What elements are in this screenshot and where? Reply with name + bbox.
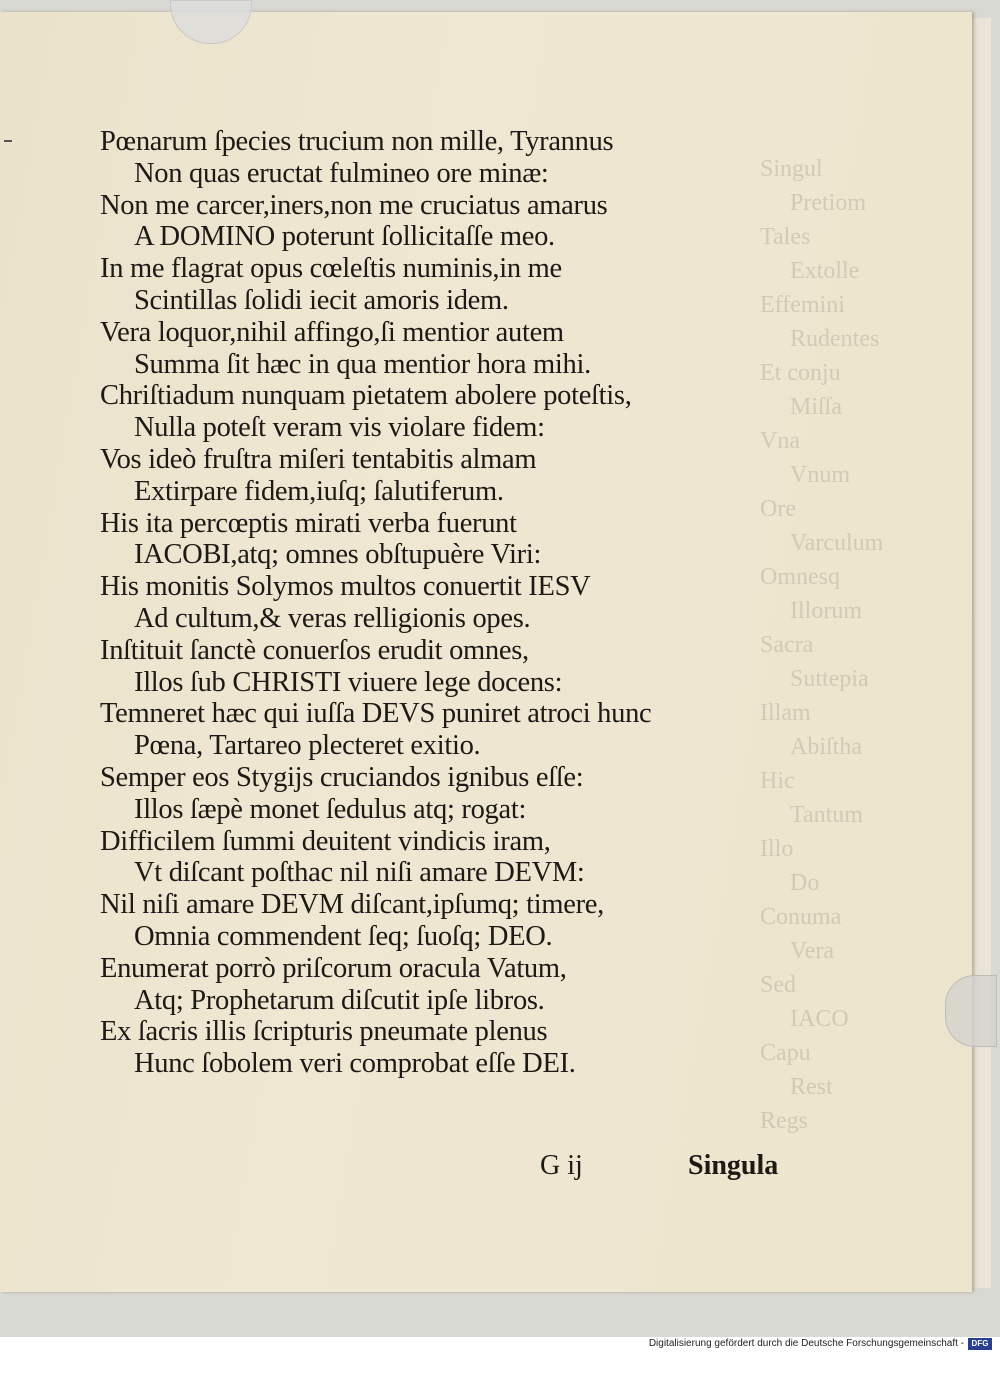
signature-mark: G ij — [540, 1150, 583, 1181]
verse-line: Summa ſit hæc in qua mentior hora mihi. — [134, 348, 591, 380]
verse-line: Non me carcer,iners,non me cruciatus amarus — [100, 189, 608, 221]
verse-line: Atq; Prophetarum diſcutit ipſe libros. — [134, 984, 545, 1016]
verse-line: His ita percœptis mirati verba fuerunt — [100, 507, 517, 539]
verse-line: Chriſtiadum nunquam pietatem abolere poteſtis, — [100, 380, 632, 412]
verse-line: A DOMINO poterunt ſollicitaſſe meo. — [134, 221, 555, 253]
verse-line: Nil niſi amare DEVM diſcant,ipſumq; timere, — [100, 889, 604, 921]
book-page — [0, 12, 972, 1292]
verse-line: Ex ſacris illis ſcripturis pneumate plenus — [100, 1016, 548, 1048]
verse-line: Illos ſub CHRISTI viuere lege docens: — [134, 666, 563, 698]
page-footer — [540, 1150, 800, 1186]
verse-line: Pœna, Tartareo plecteret exitio. — [134, 730, 481, 762]
verse-line: Enumerat porrò priſcorum oracula Vatum, — [100, 952, 567, 984]
verse-line: His monitis Solymos multos conuertit IESV — [100, 571, 591, 603]
verse-line: Extirpare fidem,iuſq; ſalutiferum. — [134, 475, 504, 507]
funding-credit: Digitalisierung gefördert durch die Deutsche Forschungsgemeinschaft - — [648, 1338, 964, 1349]
verse-line: Nulla poteſt veram vis violare fidem: — [134, 412, 545, 444]
verse-line: Non quas eructat fulmineo ore minæ: — [134, 157, 549, 189]
verse-line: Semper eos Stygijs cruciandos ignibus eſſe: — [100, 761, 584, 793]
verse-line: In me flagrat opus cœleſtis numinis,in me — [100, 253, 562, 285]
verse-line: Difficilem ſummi deuitent vindicis iram, — [100, 825, 551, 857]
dfg-logo: DFG — [968, 1338, 992, 1350]
verse-line: Vera loquor,nihil affingo,ſi mentior autem — [100, 316, 564, 348]
verse-line: Ad cultum,& veras relligionis opes. — [134, 602, 531, 634]
verse-line: Pœnarum ſpecies trucium non mille, Tyrannus — [100, 126, 614, 157]
verse-line: Illos ſæpè monet ſedulus atq; rogat: — [134, 793, 527, 825]
margin-mark — [4, 140, 12, 142]
clip-right — [945, 975, 997, 1047]
show-through-bleed: Singul Pretiom Tales Extolle Effemini Rudentes Et conju Miſſa Vna Vnum Ore Varculum Omnesq Illorum Sacra Suttepia Illam Abiſtha Hic Tantum Illo Do Conuma Vera Sed IACO Capu Rest Regs — [760, 156, 884, 1134]
verse-line: Temneret hæc qui iuſſa DEVS puniret atroci hunc — [100, 698, 652, 730]
verse-text — [100, 126, 800, 1080]
verse-line: Scintillas ſolidi iecit amoris idem. — [134, 284, 509, 316]
verse-line: Vos ideò fruſtra miſeri tentabitis almam — [100, 443, 537, 475]
verse-line: Hunc ſobolem veri comprobat eſſe DEI. — [134, 1048, 576, 1080]
verse-line: IACOBI,atq; omnes obſtupuère Viri: — [134, 539, 542, 571]
verse-line: Inſtituit ſanctè conuerſos erudit omnes, — [100, 634, 529, 666]
verse-line: Vt diſcant poſthac nil niſi amare DEVM: — [134, 857, 585, 889]
catchword: Singula — [688, 1150, 779, 1181]
verse-line: Omnia commendent ſeq; ſuoſq; DEO. — [134, 920, 553, 952]
